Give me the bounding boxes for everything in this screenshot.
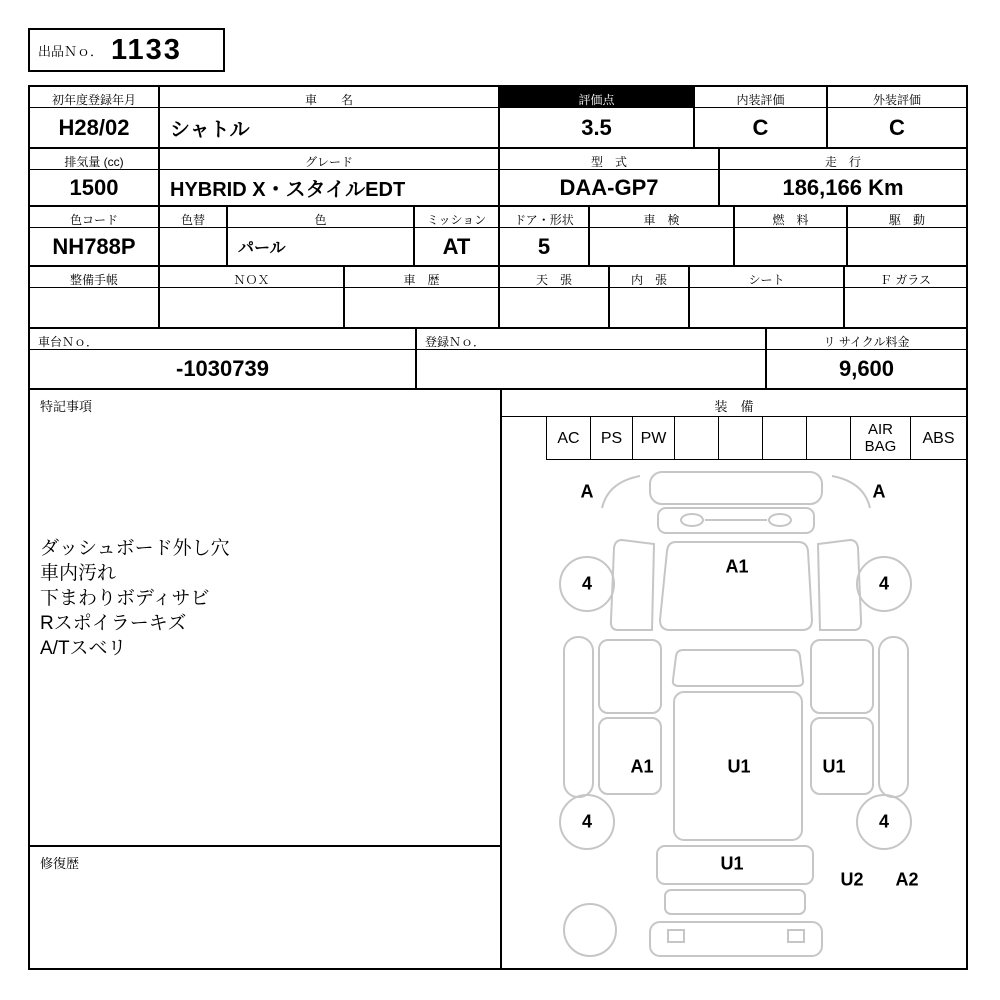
damage-mark-u1: U1	[720, 853, 744, 874]
nox-value	[160, 288, 343, 327]
displacement-value: 1500	[69, 174, 119, 200]
front-glass-value	[845, 288, 966, 327]
field-first-registration	[30, 87, 160, 147]
field-nox	[160, 267, 345, 327]
auction-sheet-table	[28, 85, 968, 970]
field-interior-grade	[695, 87, 828, 147]
equipment-panel	[502, 390, 966, 968]
mileage-value: 186,166 Km	[782, 174, 904, 200]
exterior-grade-label: 外装評価	[828, 87, 966, 108]
fuel-label: 燃 料	[735, 207, 846, 228]
equipment-cell-empty-1	[674, 417, 718, 460]
interior-trim-value	[610, 288, 688, 327]
equipment-cell-empty-2	[718, 417, 762, 460]
recycle-fee-value: 9,600	[838, 356, 895, 381]
field-seat	[690, 267, 845, 327]
equipment-cell-ac: AC	[546, 417, 590, 460]
lot-number-value: 1133	[111, 33, 182, 66]
damage-mark-a1: A1	[630, 756, 654, 777]
field-score	[500, 87, 695, 147]
grade-value: HYBRID X・スタイルEDT	[170, 179, 406, 201]
fuel-value	[735, 228, 846, 265]
car-name-value: シャトル	[170, 119, 250, 141]
damage-mark-a1: A1	[725, 556, 749, 577]
damage-mark-4: 4	[581, 811, 593, 832]
headliner-value	[500, 288, 608, 327]
inspection-label: 車 検	[590, 207, 733, 228]
field-grade	[160, 149, 500, 205]
field-maintenance-book	[30, 267, 160, 327]
field-front-glass	[845, 267, 966, 327]
field-color-code	[30, 207, 160, 265]
seat-value	[690, 288, 843, 327]
field-mileage	[720, 149, 966, 205]
field-fuel	[735, 207, 848, 265]
damage-mark-a: A	[872, 481, 886, 502]
color-value: パール	[238, 240, 286, 257]
field-color-change	[160, 207, 228, 265]
chassis-number-value: -1030739	[176, 356, 269, 381]
doors-label: ドア・形状	[500, 207, 588, 228]
damage-mark-a2: A2	[895, 869, 919, 890]
lot-number-label: 出品Ｎｏ．	[38, 43, 104, 59]
damage-mark-4: 4	[878, 811, 890, 832]
damage-mark-u1: U1	[822, 756, 846, 777]
doors-value: 5	[537, 233, 551, 259]
recycle-fee-label: リ サイクル料金	[767, 329, 966, 350]
field-displacement	[30, 149, 160, 205]
car-name-label: 車 名	[160, 87, 498, 108]
equipment-cell-empty-4	[806, 417, 850, 460]
equipment-cell-ps: PS	[590, 417, 632, 460]
field-transmission	[415, 207, 500, 265]
equipment-cell-empty-3	[762, 417, 806, 460]
model-code-value: DAA-GP7	[559, 174, 659, 200]
exterior-grade-value: C	[889, 114, 905, 140]
notes-panel	[30, 390, 502, 968]
damage-mark-a: A	[580, 481, 594, 502]
field-chassis-number	[30, 329, 417, 388]
equipment-cell-pw: PW	[632, 417, 674, 460]
interior-grade-label: 内装評価	[695, 87, 826, 108]
chassis-number-label: 車台Ｎｏ．	[30, 329, 415, 350]
grade-label: グレード	[160, 149, 498, 170]
transmission-value: AT	[442, 233, 471, 259]
damage-mark-4: 4	[878, 573, 890, 594]
drive-label: 駆 動	[848, 207, 966, 228]
nox-label: ＮＯＸ	[160, 267, 343, 288]
model-code-label: 型 式	[500, 149, 718, 170]
field-car-name	[160, 87, 500, 147]
note-line: A/Tスベリ	[40, 638, 127, 659]
score-value: 3.5	[581, 114, 612, 140]
field-color	[228, 207, 415, 265]
main-section	[30, 390, 966, 968]
row-chassis	[30, 329, 966, 390]
registration-number-value	[417, 350, 765, 388]
car-history-label: 車 歴	[345, 267, 498, 288]
lot-number-box	[28, 28, 225, 72]
diagram-marks	[502, 460, 966, 968]
row-condition	[30, 267, 966, 329]
color-change-value	[160, 228, 226, 265]
note-line: ダッシュボード外し穴	[40, 538, 230, 559]
color-code-label: 色コード	[30, 207, 158, 228]
car-diagram	[502, 460, 966, 968]
interior-trim-label: 内 張	[610, 267, 688, 288]
inspection-value	[590, 228, 733, 265]
field-exterior-grade	[828, 87, 966, 147]
field-recycle-fee	[767, 329, 966, 388]
mileage-label: 走 行	[720, 149, 966, 170]
score-label: 評価点	[500, 87, 693, 108]
field-interior-trim	[610, 267, 690, 327]
equipment-header: 装 備	[502, 390, 966, 417]
note-line: 下まわりボディサビ	[40, 588, 210, 609]
car-history-value	[345, 288, 498, 327]
row-grade	[30, 149, 966, 207]
row-registration	[30, 87, 966, 149]
headliner-label: 天 張	[500, 267, 608, 288]
color-change-label: 色替	[160, 207, 226, 228]
equipment-cell-abs: ABS	[910, 417, 966, 460]
first-registration-value: H28/02	[58, 114, 130, 140]
field-car-history	[345, 267, 500, 327]
note-line: Rスポイラーキズ	[40, 613, 187, 634]
maintenance-book-value	[30, 288, 158, 327]
first-registration-label: 初年度登録年月	[30, 87, 158, 108]
front-glass-label: Ｆ ガラス	[845, 267, 966, 288]
registration-number-label: 登録Ｎｏ．	[417, 329, 765, 350]
damage-mark-4: 4	[581, 573, 593, 594]
interior-grade-value: C	[752, 114, 769, 140]
field-registration-number	[417, 329, 767, 388]
maintenance-book-label: 整備手帳	[30, 267, 158, 288]
transmission-label: ミッション	[415, 207, 498, 228]
field-doors	[500, 207, 590, 265]
field-inspection	[590, 207, 735, 265]
seat-label: シート	[690, 267, 843, 288]
damage-mark-u1: U1	[727, 756, 751, 777]
repair-history-section	[30, 845, 500, 968]
note-line: 車内汚れ	[40, 563, 117, 584]
field-headliner	[500, 267, 610, 327]
damage-mark-u2: U2	[840, 869, 864, 890]
drive-value	[848, 228, 966, 265]
repair-history-header: 修復歴	[40, 856, 80, 871]
row-color	[30, 207, 966, 267]
displacement-label: 排気量 (cc)	[30, 149, 158, 170]
equipment-cell-airbag: AIR BAG	[850, 417, 910, 460]
field-model-code	[500, 149, 720, 205]
notes-text	[40, 536, 230, 661]
color-code-value: NH788P	[52, 233, 136, 259]
color-label: 色	[228, 207, 413, 228]
notes-header: 特記事項	[40, 399, 93, 414]
field-drive	[848, 207, 966, 265]
equipment-row	[502, 417, 966, 460]
